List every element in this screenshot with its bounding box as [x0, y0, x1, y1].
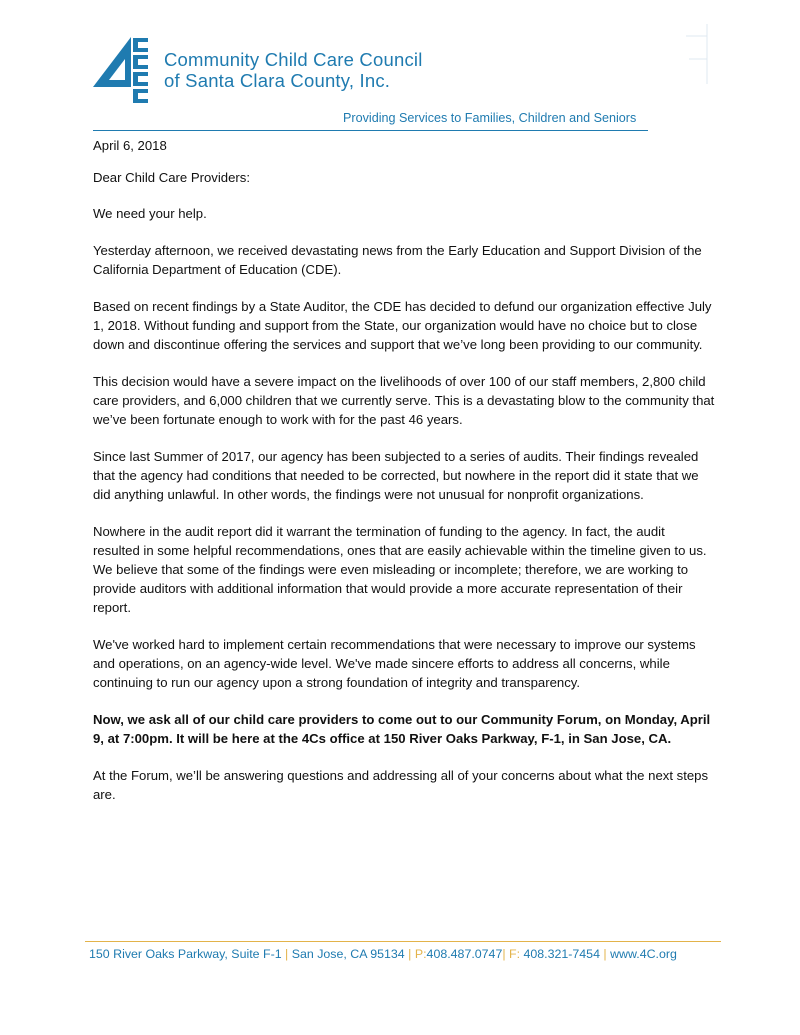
paragraph-7: We've worked hard to implement certain recommendations that were necessary to improve our systems and operations, on an agency-wide level. We've made sincere efforts to address all concerns, while continuing to run our agency upon a strong foundation of integrity and transparency.	[93, 637, 696, 690]
closing-paragraph: At the Forum, we’ll be answering questions and addressing all of your concerns about what the next steps are.	[93, 768, 709, 802]
4c-logo-icon	[93, 36, 155, 106]
fax-label: F:	[509, 947, 521, 961]
tagline: Providing Services to Families, Children and Seniors	[343, 111, 637, 125]
phone-label: P:	[414, 947, 427, 961]
footer-contact	[89, 947, 677, 961]
paragraph-4: This decision would have a severe impact on the livelihoods of over 100 of our staff members, 2,800 child care providers, and 6,000 children that we currently serve. This is a devastating blow to the community that we’ve been fortunate enough to work with for the past 46 years.	[93, 374, 715, 427]
paragraph-5: Since last Summer of 2017, our agency has been subjected to a series of audits. Their findings revealed that the agency had conditions that needed to be corrected, but nowhere in the report did it state that we did anything unlawful. In other words, the findings were not unusual for nonprofit organizations.	[93, 449, 699, 502]
letter-date: April 6, 2018	[93, 138, 167, 153]
footer-separator: |	[603, 947, 607, 961]
paragraph-3: Based on recent findings by a State Auditor, the CDE has decided to defund our organization effective July 1, 2018. Without funding and support from the State, our organization would have no choice but to close down and discontinue offering the services and support that we’ve long been providing to our community.	[93, 299, 712, 352]
paragraph-1: We need your help.	[93, 206, 207, 221]
salutation: Dear Child Care Providers:	[93, 170, 251, 185]
decorative-corner-mark	[686, 24, 708, 84]
footer-fax: 408.321-7454	[523, 947, 600, 961]
organization-name	[164, 49, 423, 91]
footer-address: 150 River Oaks Parkway, Suite F-1	[89, 947, 282, 961]
footer-separator: |	[502, 947, 506, 961]
header-divider	[93, 130, 648, 131]
org-name-line2: of Santa Clara County, Inc.	[164, 70, 391, 91]
footer-city: San Jose, CA 95134	[291, 947, 405, 961]
footer-phone: 408.487.0747	[426, 947, 503, 961]
footer-separator: |	[285, 947, 289, 961]
footer-separator: |	[408, 947, 412, 961]
org-name-line1: Community Child Care Council	[164, 49, 423, 70]
forum-announcement: Now, we ask all of our child care providers to come out to our Community Forum, on Monday, April 9, at 7:00pm. It will be here at the 4Cs office at 150 River Oaks Parkway, F-1, in San Jose, CA.	[93, 712, 711, 746]
letter-body	[93, 136, 715, 822]
footer-divider	[85, 941, 721, 942]
paragraph-6: Nowhere in the audit report did it warrant the termination of funding to the agency. In fact, the audit resulted in some helpful recommendations, ones that are easily achievable within the timeline given to us. We believe that some of the findings were even misleading or incomplete; therefore, we are working to provide auditors with additional information that would provide a more accurate representation of their report.	[93, 524, 707, 615]
footer-website-link[interactable]: www.4C.org	[610, 947, 677, 961]
paragraph-2: Yesterday afternoon, we received devastating news from the Early Education and Support Division of the California Department of Education (CDE).	[93, 243, 702, 277]
